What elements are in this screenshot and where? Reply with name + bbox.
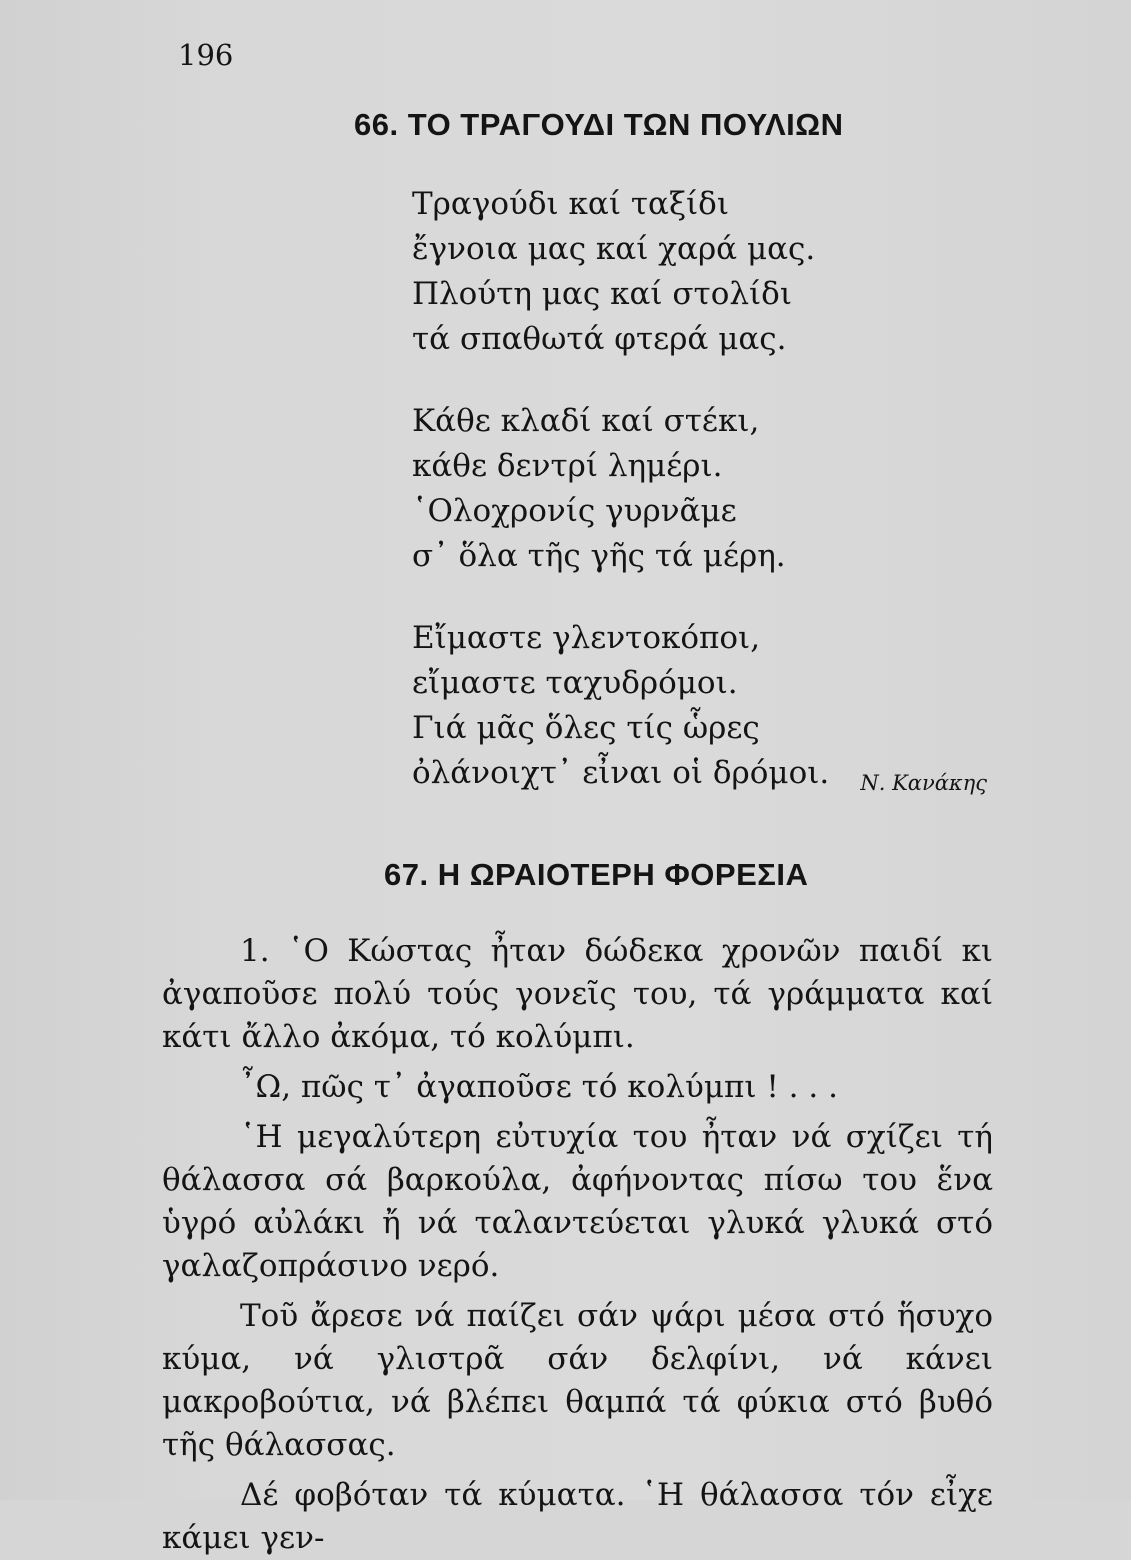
poem-line: ῾Ολοχρονίς γυρνᾶμε [412, 493, 737, 529]
poem-line: Κάθε κλαδί καί στέκι, [412, 403, 760, 439]
poem-line: τά σπαθωτά φτερά μας. [412, 321, 787, 357]
story-body [162, 930, 993, 1560]
poem-line: ἔγνοια μας καί χαρά μας. [412, 231, 816, 267]
poem-line: Εἴμαστε γλεντοκόποι, [412, 620, 761, 656]
poem-line: Γιά μᾶς ὅλες τίς ὧρες [412, 710, 760, 746]
story-paragraph: Δέ φοβόταν τά κύματα. ῾Η θάλασσα τόν εἶχε κάμει γεν- [162, 1477, 993, 1556]
story-paragraph: 1. ῾Ο Κώστας ἦταν δώδεκα χρονῶν παιδί κι ἀγαποῦσε πολύ τούς γονεῖς του, τά γράμματα καί κάτι ἄλλο ἀκόμα, τό κολύμπι. [162, 933, 993, 1055]
poem-line: Πλούτη μας καί στολίδι [412, 276, 792, 312]
poem-line: Τραγούδι καί ταξίδι [412, 186, 729, 222]
story-title: 67. Η ΩΡΑΙΟΤΕΡΗ ΦΟΡΕΣΙΑ [384, 857, 809, 892]
story-paragraph: ῏Ω, πῶς τ᾽ ἀγαποῦσε τό κολύμπι ! . . . [240, 1069, 838, 1105]
poem-stanza [412, 182, 932, 362]
poem-line: εἴμαστε ταχυδρόμοι. [412, 665, 738, 701]
poem-stanza [412, 399, 932, 579]
story-paragraph: ῾Η μεγαλύτερη εὐτυχία του ἦταν νά σχίζει τή θάλασσα σά βαρκούλα, ἀφήνοντας πίσω του ἕνα ὑγρό αὐλάκι ἤ νά ταλαντεύεται γλυκά γλυκά στό γαλαζοπράσινο νερό. [162, 1119, 993, 1284]
poem-stanza [412, 616, 932, 796]
poem-title: 66. ΤΟ ΤΡΑΓΟΥΔΙ ΤΩΝ ΠΟΥΛΙΩΝ [354, 107, 844, 142]
poem-line: ὀλάνοιχτ᾽ εἶναι οἱ δρόμοι. [412, 755, 830, 791]
poem-author: Ν. Κανάκης [860, 771, 987, 795]
story-paragraph: Τοῦ ἄρεσε νά παίζει σάν ψάρι μέσα στό ἥσυχο κύμα, νά γλιστρᾶ σάν δελφίνι, νά κάνει μακροβούτια, νά βλέπει θαμπά τά φύκια στό βυθό τῆς θάλασσας. [162, 1298, 993, 1463]
poem-line: σ᾽ ὅλα τῆς γῆς τά μέρη. [412, 538, 786, 574]
poem-line: κάθε δεντρί λημέρι. [412, 448, 723, 484]
poem [412, 182, 932, 796]
page-number: 196 [178, 38, 234, 72]
